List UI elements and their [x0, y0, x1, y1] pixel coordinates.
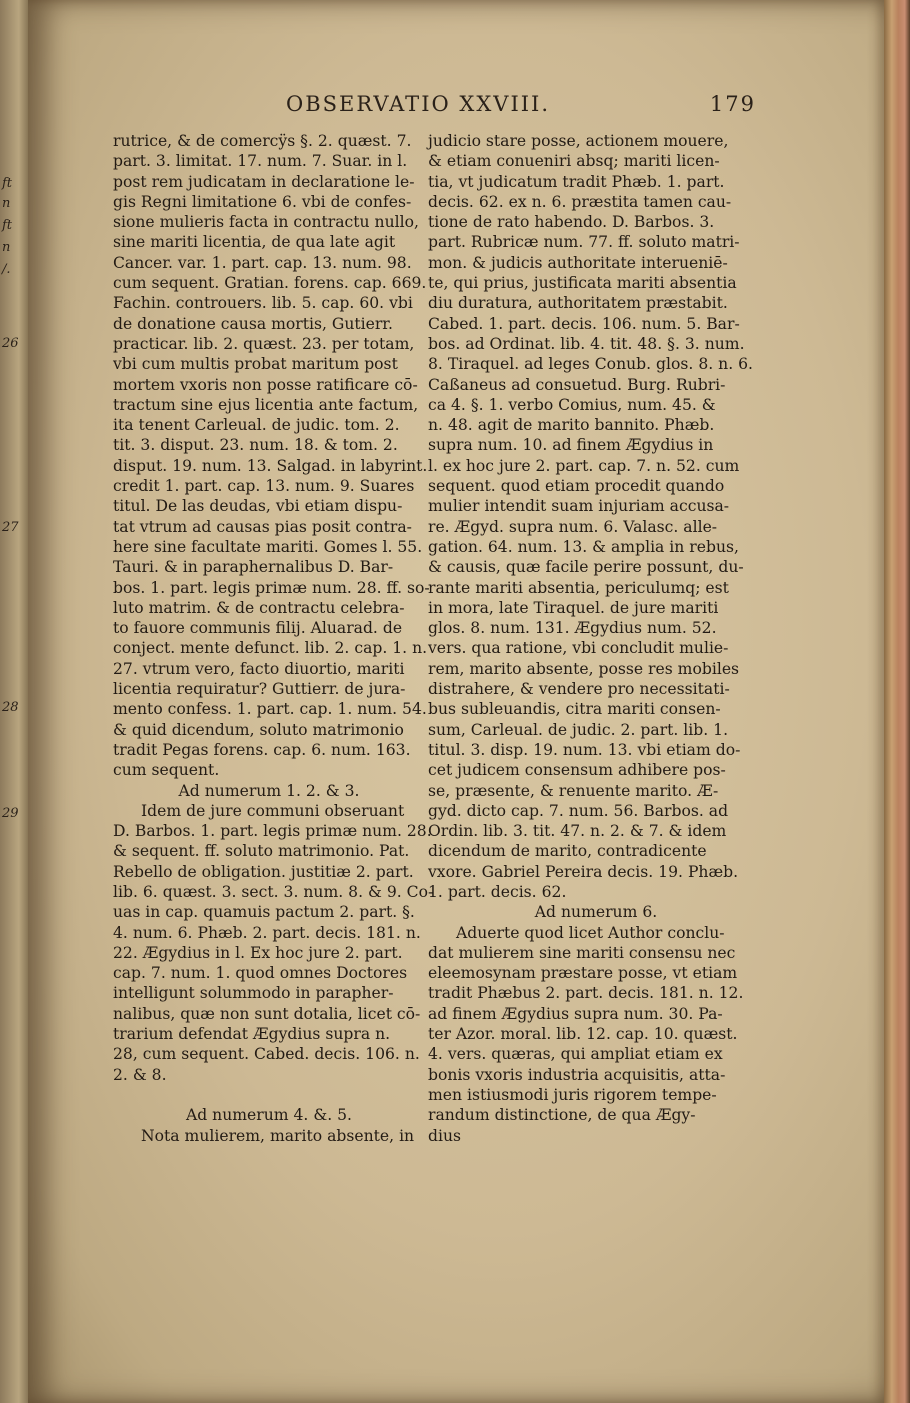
right-column-line: 1. part. decis. 62.	[428, 882, 567, 901]
book-page	[28, 0, 884, 1403]
right-column-line: supra num. 10. ad finem Ægydius in	[428, 436, 714, 455]
left-column-line: part. 3. limitat. 17. num. 7. Suar. in l.	[113, 152, 408, 171]
left-column-line: to fauore communis filij. Aluarad. de	[113, 619, 403, 638]
left-column-line: Nota mulierem, marito absente, in	[141, 1126, 415, 1145]
right-column-line: & causis, quæ facile perire possunt, du-	[428, 558, 744, 577]
left-column-line: Rebello de obligation. justitiæ 2. part.	[113, 862, 414, 881]
right-column-line: gyd. dicto cap. 7. num. 56. Barbos. ad	[428, 801, 729, 820]
right-column-line: se, præsente, & renuente marito. Æ-	[428, 781, 719, 800]
left-column-line: post rem judicatam in declaratione le-	[113, 172, 415, 191]
left-column-line: Ad numerum 1. 2. & 3.	[178, 781, 360, 800]
left-column-line: mento confess. 1. part. cap. 1. num. 54.	[113, 700, 427, 719]
facing-page-fragment: 27	[2, 520, 19, 535]
left-column-line: Cancer. var. 1. part. cap. 13. num. 98.	[113, 253, 412, 272]
left-column-line: luto matrim. & de contractu celebra-	[113, 598, 405, 617]
left-column-line: tit. 3. disput. 23. num. 18. & tom. 2.	[113, 436, 398, 455]
facing-page-fragment: n	[2, 240, 11, 255]
right-column-line: rem, marito absente, posse res mobiles	[428, 659, 740, 678]
facing-page-fragment: ft	[2, 218, 13, 233]
left-column-line: gis Regni limitatione 6. vbi de confes-	[113, 192, 412, 211]
left-column-line: titul. De las deudas, vbi etiam dispu-	[113, 497, 403, 516]
facing-page-fragment: 29	[2, 806, 19, 821]
left-column-line: credit 1. part. cap. 13. num. 9. Suares	[113, 477, 415, 496]
right-column-line: dicendum de marito, contradicente	[428, 842, 707, 861]
right-column-line: ca 4. §. 1. verbo Comius, num. 45. &	[428, 395, 716, 414]
facing-page-fragment: n	[2, 196, 11, 211]
right-column-line: tia, vt judicatum tradit Phæb. 1. part.	[428, 172, 725, 191]
right-column-line: judicio stare posse, actionem mouere,	[428, 132, 729, 150]
facing-page-fragment: 28	[2, 700, 19, 715]
right-column-line: distrahere, & vendere pro necessitati-	[428, 680, 730, 699]
right-column-line: te, qui prius, justificata mariti absentia	[428, 274, 737, 293]
right-column-line: bos. ad Ordinat. lib. 4. tit. 48. §. 3. num.	[428, 334, 745, 353]
right-column-line: gation. 64. num. 13. & amplia in rebus,	[428, 537, 739, 556]
right-column-line: l. ex hoc jure 2. part. cap. 7. n. 52. cum	[428, 456, 740, 475]
right-column	[428, 131, 764, 1146]
right-column-line: men istiusmodi juris rigorem tempe-	[428, 1085, 717, 1104]
right-column-line: 8. Tiraquel. ad leges Conub. glos. 8. n. 6.	[428, 355, 753, 374]
right-column-line: part. Rubricæ num. 77. ff. soluto matri-	[428, 233, 740, 252]
right-column-line: titul. 3. disp. 19. num. 13. vbi etiam do-	[428, 740, 741, 759]
right-column-line: ter Azor. moral. lib. 12. cap. 10. quæst.	[428, 1025, 738, 1044]
left-column-line: & quid dicendum, soluto matrimonio	[113, 720, 404, 739]
right-column-line: mon. & judicis authoritate interueniē-	[428, 253, 728, 272]
right-column-line: 4. vers. quæras, qui ampliat etiam ex	[428, 1045, 723, 1064]
left-column-line: de donatione causa mortis, Gutierr.	[113, 314, 394, 333]
left-column-line: vbi cum multis probat maritum post	[113, 355, 398, 374]
right-column-line: Caßaneus ad consuetud. Burg. Rubri-	[428, 375, 726, 394]
right-column-line: bus subleuandis, citra mariti consen-	[428, 700, 721, 719]
facing-page-fragment: ft	[2, 176, 13, 191]
left-column-line: ita tenent Carleual. de judic. tom. 2.	[113, 416, 400, 435]
right-column-line: Ordin. lib. 3. tit. 47. n. 2. & 7. & idem	[428, 822, 727, 841]
right-column-line: dat mulierem sine mariti consensu nec	[428, 943, 736, 962]
left-column	[113, 131, 434, 1146]
right-column-line: in mora, late Tiraquel. de jure mariti	[428, 598, 719, 617]
left-column-line: tractum sine ejus licentia ante factum,	[113, 395, 419, 414]
left-column-line: cum sequent.	[113, 761, 220, 780]
right-column-line: dius	[428, 1126, 462, 1145]
page-number: 179	[709, 92, 756, 116]
right-column-line: randum distinctione, de qua Ægy-	[428, 1106, 696, 1125]
right-column-line: decis. 62. ex n. 6. præstita tamen cau-	[428, 192, 732, 211]
running-head-title: OBSERVATIO XXVIII.	[286, 92, 551, 116]
right-column-line: Cabed. 1. part. decis. 106. num. 5. Bar-	[428, 314, 740, 333]
left-column-line: Fachin. controuers. lib. 5. cap. 60. vbi	[113, 294, 413, 313]
left-column-line: sione mulieris facta in contractu nullo,	[113, 213, 419, 232]
left-column-line: intelligunt solummodo in parapher-	[113, 984, 394, 1003]
page-edge	[884, 0, 910, 1403]
right-column-line: ad finem Ægydius supra num. 30. Pa-	[428, 1004, 723, 1023]
right-column-line: n. 48. agit de marito bannito. Phæb.	[428, 416, 715, 435]
right-column-line: diu duratura, authoritatem præstabit.	[428, 294, 728, 313]
right-column-line: Ad numerum 6.	[534, 903, 658, 922]
left-column-line: lib. 6. quæst. 3. sect. 3. num. 8. & 9. Co-	[113, 882, 434, 901]
right-column-line: mulier intendit suam injuriam accusa-	[428, 497, 730, 516]
left-column-line: 28, cum sequent. Cabed. decis. 106. n.	[113, 1045, 420, 1064]
left-column-line: Tauri. & in paraphernalibus D. Bar-	[113, 558, 394, 577]
right-column-line: vxore. Gabriel Pereira decis. 19. Phæb.	[428, 862, 739, 881]
left-column-line: licentia requiratur? Guttierr. de jura-	[113, 680, 406, 699]
left-column-line: & sequent. ff. soluto matrimonio. Pat.	[113, 842, 410, 861]
left-column-line: 27. vtrum vero, facto diuortio, mariti	[113, 659, 405, 678]
facing-page-fragment: 26	[2, 336, 19, 351]
left-column-line: bos. 1. part. legis primæ num. 28. ff. so-	[113, 578, 430, 597]
right-column-line: tione de rato habendo. D. Barbos. 3.	[428, 213, 715, 232]
right-column-line: cet judicem consensum adhibere pos-	[428, 761, 726, 780]
left-column-line: disput. 19. num. 13. Salgad. in labyrint.	[113, 456, 428, 475]
right-column-line: sum, Carleual. de judic. 2. part. lib. 1.	[428, 720, 729, 739]
facing-page-fragment: /.	[2, 262, 11, 277]
left-column-line: practicar. lib. 2. quæst. 23. per totam,	[113, 334, 415, 353]
left-column-line: tat vtrum ad causas pias posit contra-	[113, 517, 412, 536]
left-column-line: Idem de jure communi obseruant	[141, 801, 405, 820]
left-column-line: trarium defendat Ægydius supra n.	[113, 1025, 391, 1044]
right-column-line: Aduerte quod licet Author conclu-	[456, 923, 725, 942]
left-column-line: here sine facultate mariti. Gomes l. 55.	[113, 537, 423, 556]
left-column-line: rutrice, & de comercÿs §. 2. quæst. 7.	[113, 132, 412, 150]
left-column-line: Ad numerum 4. &. 5.	[185, 1106, 353, 1125]
left-column-line: cap. 7. num. 1. quod omnes Doctores	[113, 964, 408, 983]
left-column-line: cum sequent. Gratian. forens. cap. 669.	[113, 274, 427, 293]
left-column-line	[113, 1085, 425, 1105]
right-column-line: bonis vxoris industria acquisitis, atta-	[428, 1065, 726, 1084]
left-column-line: 22. Ægydius in l. Ex hoc jure 2. part.	[113, 943, 403, 962]
left-column-line: tradit Pegas forens. cap. 6. num. 163.	[113, 740, 411, 759]
left-column-line: uas in cap. quamuis pactum 2. part. §.	[113, 903, 415, 922]
right-column-line: eleemosynam præstare posse, vt etiam	[428, 964, 738, 983]
left-column-line: mortem vxoris non posse ratificare cō-	[113, 375, 418, 394]
right-column-line: glos. 8. num. 131. Ægydius num. 52.	[428, 619, 717, 638]
left-column-line: D. Barbos. 1. part. legis primæ num. 28.	[113, 822, 432, 841]
right-column-line: & etiam conueniri absq; mariti licen-	[428, 152, 720, 171]
right-column-line: tradit Phæbus 2. part. decis. 181. n. 12.	[428, 984, 744, 1003]
right-column-line: sequent. quod etiam procedit quando	[428, 477, 725, 496]
left-column-line: 4. num. 6. Phæb. 2. part. decis. 181. n.	[113, 923, 421, 942]
right-column-line: rante mariti absentia, periculumq; est	[428, 578, 729, 597]
left-column-line: nalibus, quæ non sunt dotalia, licet cō-	[113, 1004, 421, 1023]
left-column-line: conject. mente defunct. lib. 2. cap. 1. n.	[113, 639, 428, 658]
right-column-line: vers. qua ratione, vbi concludit mulie-	[428, 639, 729, 658]
right-column-line: re. Ægyd. supra num. 6. Valasc. alle-	[428, 517, 718, 536]
left-column-line: 2. & 8.	[113, 1065, 167, 1084]
left-column-line: sine mariti licentia, de qua late agit	[113, 233, 396, 252]
